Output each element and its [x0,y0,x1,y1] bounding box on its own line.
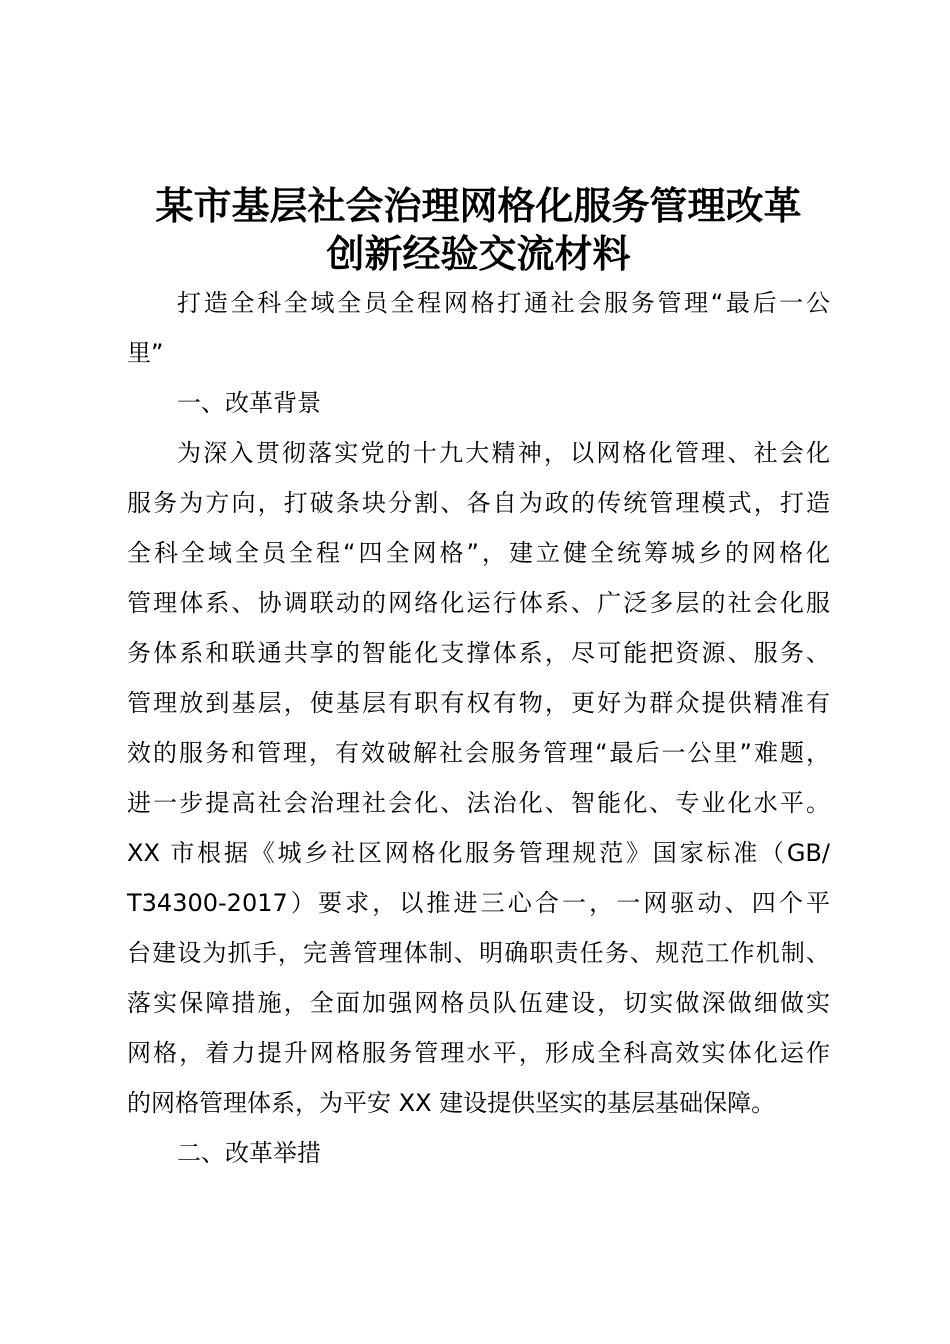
section-heading-background: 一、改革背景 [177,389,321,417]
paragraph-line: 管理放到基层，使基层有职有权有物，更好为群众提供精准有 [127,689,830,717]
paragraph-line: 网格，着力提升网格服务管理水平，形成全科高效实体化运作 [127,1039,830,1067]
subtitle [127,278,830,378]
title-line-2: 创新经验交流材料 [326,232,631,276]
paragraph-line: 进一步提高社会治理社会化、法治化、智能化、专业化水平。 [127,789,830,817]
paragraph-line: 效的服务和管理，有效破解社会服务管理“最后一公里”难题， [127,739,830,767]
paragraph-line: 为深入贯彻落实党的十九大精神，以网格化管理、社会化 [177,439,830,467]
paragraph-background [127,428,830,1128]
document-title [127,182,830,278]
subtitle-line-2: 里” [127,339,164,367]
paragraph-line: T34300-2017）要求，以推进三心合一，一网驱动、四个平 [127,889,830,917]
document-page [127,182,830,1178]
paragraph-line: 务体系和联通共享的智能化支撑体系，尽可能把资源、服务、 [127,639,830,667]
paragraph-line: XX 市根据《城乡社区网格化服务管理规范》国家标准（GB/ [127,839,830,867]
section-heading-measures: 二、改革举措 [177,1139,321,1167]
paragraph-line: 的网格管理体系，为平安 XX 建设提供坚实的基层基础保障。 [127,1089,776,1117]
paragraph-line: 台建设为抓手，完善管理体制、明确职责任务、规范工作机制、 [127,939,830,967]
paragraph-line: 全科全域全员全程“四全网格”，建立健全统筹城乡的网格化 [127,539,830,567]
title-line-1: 某市基层社会治理网格化服务管理改革 [155,184,802,228]
paragraph-line: 管理体系、协调联动的网络化运行体系、广泛多层的社会化服 [127,589,830,617]
paragraph-line: 服务为方向，打破条块分割、各自为政的传统管理模式，打造 [127,489,830,517]
subtitle-line-1: 打造全科全域全员全程网格打通社会服务管理“最后一公 [177,289,830,317]
paragraph-line: 落实保障措施，全面加强网格员队伍建设，切实做深做细做实 [127,989,830,1017]
